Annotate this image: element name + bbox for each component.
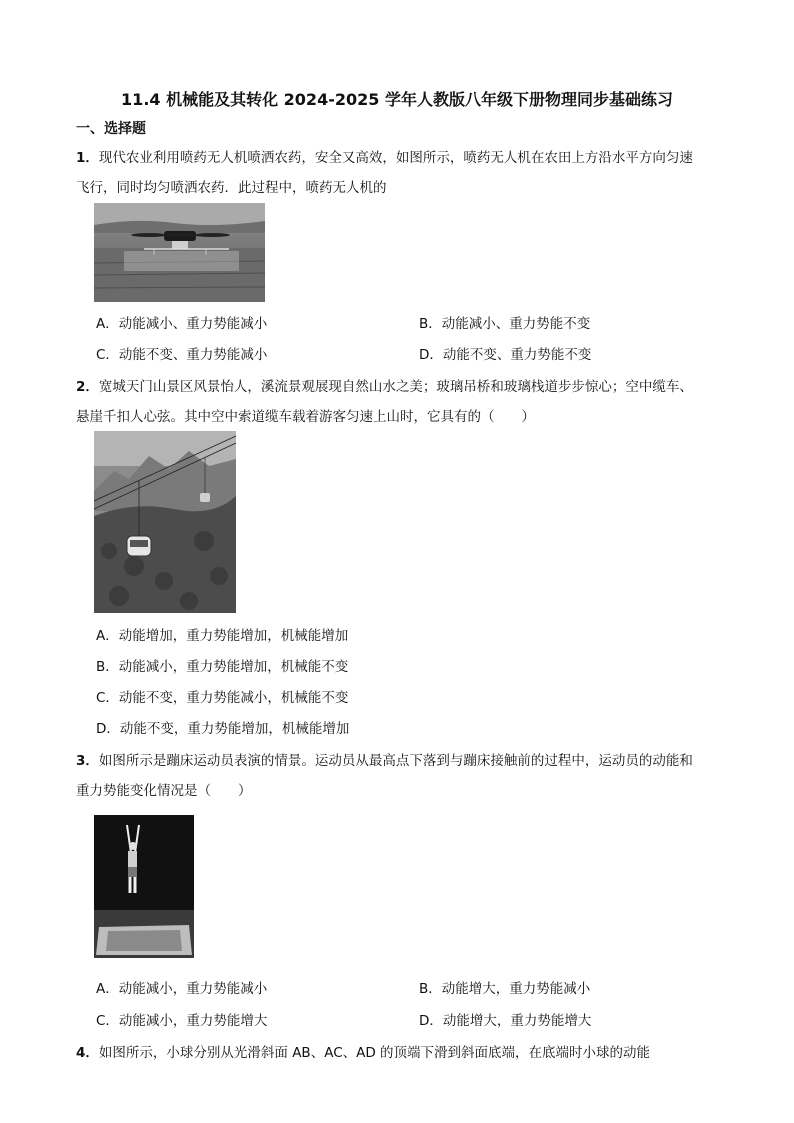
- question-1-line-1: [76, 146, 693, 166]
- option-3-d[interactable]: D．动能增大，重力势能增大: [419, 1013, 592, 1029]
- option-1-b[interactable]: B．动能减小、重力势能不变: [419, 316, 591, 332]
- question-3-line-1: [76, 749, 693, 769]
- question-number: 4．: [76, 1045, 99, 1061]
- question-number: 1．: [76, 150, 99, 166]
- option-1-a[interactable]: A．动能减小、重力势能减小: [96, 316, 268, 332]
- question-2-line-2: 悬崖千扣人心弦。其中空中索道缆车载着游客匀速上山时，它具有的（ ）: [76, 409, 535, 425]
- question-text: 如图所示，小球分别从光滑斜面 AB、AC、AD 的顶端下滑到斜面底端，在底端时小球的动能: [98, 1045, 651, 1061]
- question-number: 2．: [76, 379, 99, 395]
- question-2-line-1: [76, 375, 693, 395]
- option-2-a[interactable]: A．动能增加，重力势能增加，机械能增加: [96, 628, 349, 644]
- option-3-a[interactable]: A．动能减小，重力势能减小: [96, 981, 268, 997]
- trampoline-photo: [94, 815, 194, 958]
- option-1-d[interactable]: D．动能不变、重力势能不变: [419, 347, 592, 363]
- option-3-b[interactable]: B．动能增大，重力势能减小: [419, 981, 591, 997]
- option-2-b[interactable]: B．动能减小，重力势能增加，机械能不变: [96, 659, 349, 675]
- cable-car-photo: [94, 431, 236, 613]
- option-2-d[interactable]: D．动能不变，重力势能增加，机械能增加: [96, 721, 350, 737]
- option-2-c[interactable]: C．动能不变，重力势能减小，机械能不变: [96, 690, 349, 706]
- question-text: 宽城天门山景区风景怡人，溪流景观展现自然山水之美；玻璃吊桥和玻璃栈道步步惊心；空中缆车、: [98, 379, 693, 395]
- question-3-line-2: 重力势能变化情况是（ ）: [76, 783, 252, 799]
- drone-photo: [94, 203, 265, 302]
- option-3-c[interactable]: C．动能减小，重力势能增大: [96, 1013, 268, 1029]
- page-title: 11.4 机械能及其转化 2024-2025 学年人教版八年级下册物理同步基础练习: [121, 90, 673, 109]
- question-4-line-1: [76, 1041, 650, 1061]
- question-number: 3．: [76, 753, 99, 769]
- option-1-c[interactable]: C．动能不变、重力势能减小: [96, 347, 268, 363]
- question-text: 现代农业利用喷药无人机喷洒农药，安全又高效，如图所示，喷药无人机在农田上方沿水平方向匀速: [98, 150, 693, 166]
- section-heading: 一、选择题: [76, 121, 146, 137]
- question-text: 如图所示是蹦床运动员表演的情景。运动员从最高点下落到与蹦床接触前的过程中，运动员的动能和: [98, 753, 693, 769]
- question-1-line-2: 飞行，同时均匀喷洒农药．此过程中，喷药无人机的: [76, 180, 387, 196]
